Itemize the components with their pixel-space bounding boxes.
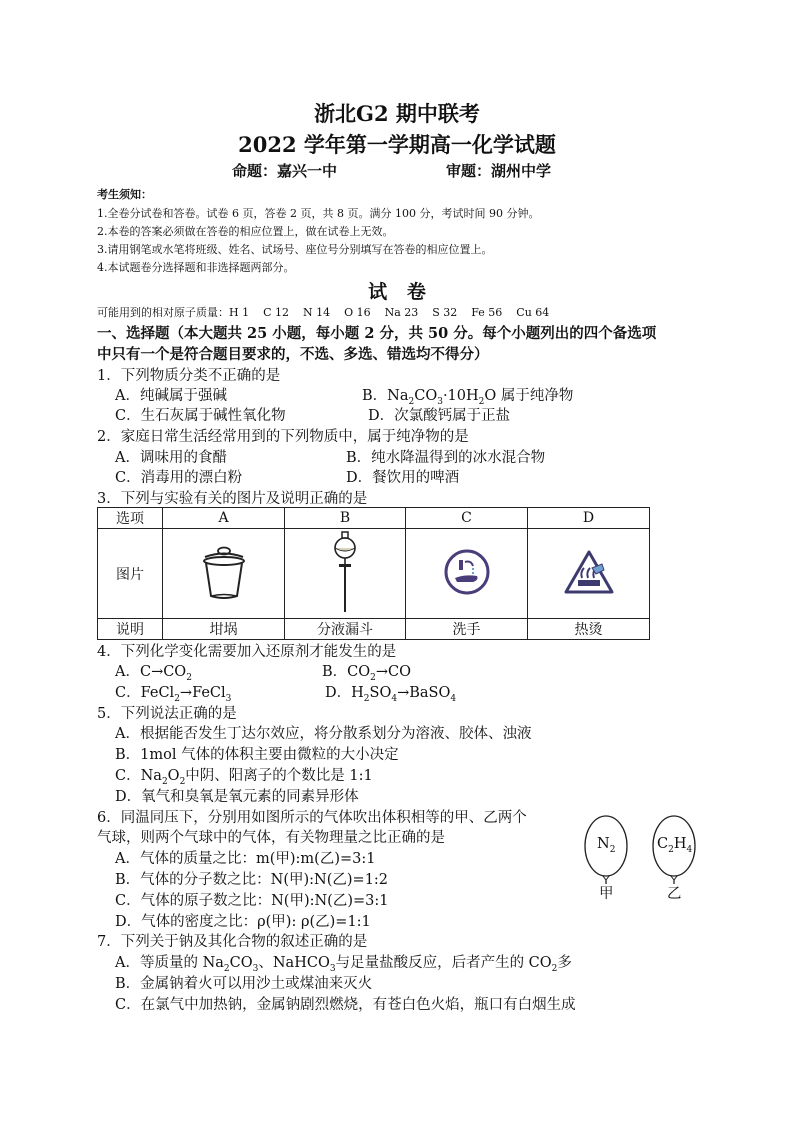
q2-stem: 2．家庭日常生活经常用到的下列物质中，属于纯净物的是 bbox=[97, 429, 469, 445]
q3-options-table bbox=[97, 507, 650, 640]
q1-option-a: A．纯碱属于强碱 bbox=[115, 388, 227, 404]
table-cell: 分液漏斗 bbox=[285, 619, 406, 640]
q1-option-b: B．$Na_2CO_3\cdot 10H_2O$ 属于纯净物 bbox=[362, 388, 574, 407]
table-header-cell: A bbox=[163, 508, 285, 529]
q6-stem-line1: 6．同温同压下，分别用如图所示的气体吹出体积相等的甲、乙两个 bbox=[97, 810, 527, 826]
q5-stem: 5．下列说法正确的是 bbox=[97, 706, 237, 722]
notice-item: 3.请用钢笔或水笔将班级、姓名、试场号、座位号分别填写在答卷的相应位置上。 bbox=[97, 243, 493, 256]
q2-option-d: D．餐饮用的啤酒 bbox=[346, 470, 460, 486]
q7-stem: 7．下列关于钠及其化合物的叙述正确的是 bbox=[97, 934, 368, 950]
q6-option-b: B．气体的分子数之比：N(甲):N(乙)=1:2 bbox=[115, 872, 389, 888]
q4-option-b: B．$CO_2\to CO$ bbox=[322, 664, 412, 683]
q2-option-a: A．调味用的食醋 bbox=[115, 450, 227, 466]
q7-option-b: B．金属钠着火可以用沙土或煤油来灭火 bbox=[115, 976, 373, 992]
table-row-label: 图片 bbox=[98, 529, 163, 619]
table-row-label: 说明 bbox=[98, 619, 163, 640]
table-header-cell: D bbox=[528, 508, 650, 529]
q4-option-c: C．FeCl$_2$→FeCl$_3$ bbox=[115, 685, 232, 704]
part1-instructions-line2: 中只有一个是符合题目要求的，不选、多选、错选均不得分） bbox=[97, 346, 489, 363]
notice-heading: 考生须知： bbox=[97, 188, 152, 201]
table-header-cell: C bbox=[406, 508, 528, 529]
q6-stem-line2: 气球，则两个气球中的气体，有关物理量之比正确的是 bbox=[97, 830, 445, 846]
crucible-icon bbox=[163, 529, 285, 619]
hot-surface-icon bbox=[528, 529, 650, 619]
atomic-masses: 可能用到的相对原子质量：H 1 C 12 N 14 O 16 Na 23 S 32 Fe 56 Cu 64 bbox=[97, 306, 550, 319]
hand-wash-icon bbox=[406, 529, 528, 619]
part1-instructions-line1: 一、选择题（本大题共 25 小题，每小题 2 分，共 50 分。每个小题列出的四个备选项 bbox=[97, 325, 657, 342]
q1-option-c: C．生石灰属于碱性氧化物 bbox=[115, 408, 286, 424]
notice-item: 2.本卷的答案必须做在答卷的相应位置上，做在试卷上无效。 bbox=[97, 225, 394, 238]
balloon-gas-n2: $N_2$ bbox=[597, 836, 616, 855]
table-cell: 坩埚 bbox=[163, 619, 285, 640]
q7-option-c: C．在氯气中加热钠，金属钠剧烈燃烧，有苍白色火焰，瓶口有白烟生成 bbox=[115, 997, 576, 1013]
q5-option-b: B．1mol 气体的体积主要由微粒的大小决定 bbox=[115, 747, 399, 763]
table-cell: 热烫 bbox=[528, 619, 650, 640]
q2-option-c: C．消毒用的漂白粉 bbox=[115, 470, 243, 486]
q5-option-d: D．氧气和臭氧是氧元素的同素异形体 bbox=[115, 789, 359, 805]
q6-option-c: C．气体的原子数之比：N(甲):N(乙)=3:1 bbox=[115, 893, 389, 909]
section-title: 试 卷 bbox=[368, 281, 426, 303]
balloon-label-jia: 甲 bbox=[599, 886, 614, 902]
exam-title-line2: 2022 学年第一学期高一化学试题 bbox=[238, 132, 556, 157]
q1-option-d: D．次氯酸钙属于正盐 bbox=[368, 408, 511, 424]
table-cell: 洗手 bbox=[406, 619, 528, 640]
setter-label: 命题：嘉兴一中 bbox=[232, 162, 338, 180]
q5-option-a: A．根据能否发生丁达尔效应，将分散系划分为溶液、胶体、浊液 bbox=[115, 726, 532, 742]
q4-option-d: D．$H_2SO_4\to BaSO_4$ bbox=[325, 685, 457, 704]
q6-option-a: A．气体的质量之比：m(甲):m(乙)=3:1 bbox=[115, 851, 376, 867]
q7-option-a: A．等质量的 $Na_2CO_3$、NaHCO$_3$与足量盐酸反应，后者产生的 $CO_2$多 bbox=[115, 955, 572, 974]
reviewer-label: 审题：湖州中学 bbox=[446, 162, 552, 180]
separatory-funnel-icon bbox=[285, 529, 406, 619]
q4-option-a: A．$C\to CO_2$ bbox=[115, 664, 192, 683]
balloon-label-yi: 乙 bbox=[667, 886, 682, 902]
balloon-gas-c2h4: $C_2H_4$ bbox=[657, 836, 693, 855]
q6-option-d: D．气体的密度之比：ρ(甲): ρ(乙)=1:1 bbox=[115, 914, 371, 930]
table-header-cell: B bbox=[285, 508, 406, 529]
q1-stem: 1．下列物质分类不正确的是 bbox=[97, 368, 281, 384]
notice-item: 1.全卷分试卷和答卷。试卷 6 页，答卷 2 页，共 8 页。满分 100 分，考试时间 90 分钟。 bbox=[97, 207, 540, 220]
q5-option-c: C．$Na_2O_2$中阴、阳离子的个数比是 1:1 bbox=[115, 768, 373, 787]
exam-title-line1: 浙北G2 期中联考 bbox=[314, 101, 480, 126]
notice-item: 4.本试题卷分选择题和非选择题两部分。 bbox=[97, 261, 295, 274]
q4-stem: 4．下列化学变化需要加入还原剂才能发生的是 bbox=[97, 644, 397, 660]
q2-option-b: B．纯水降温得到的冰水混合物 bbox=[346, 450, 546, 466]
table-header-cell: 选项 bbox=[98, 508, 163, 529]
q3-stem: 3．下列与实验有关的图片及说明正确的是 bbox=[97, 491, 368, 507]
